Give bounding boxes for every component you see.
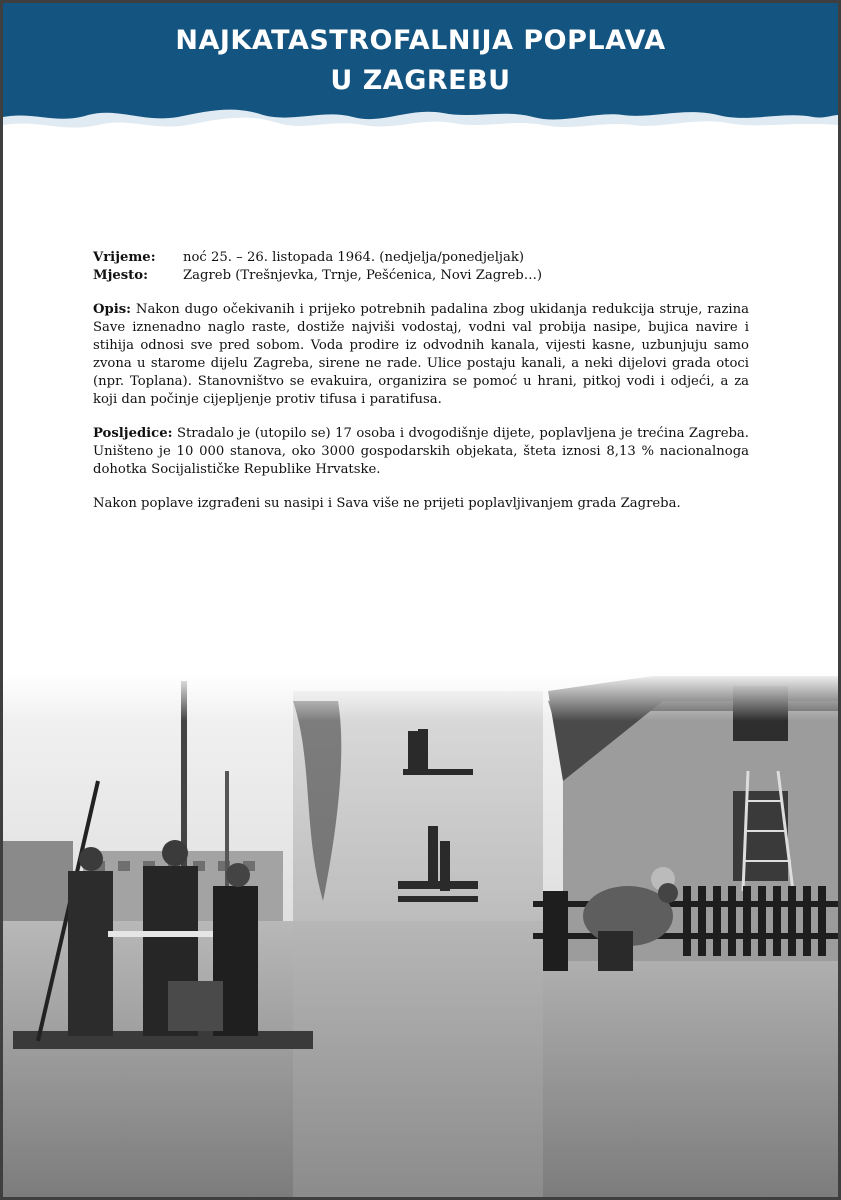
text-content [93,249,749,513]
title-line-1: NAJKATASTROFALNIJA POPLAVA [175,25,666,56]
place-label: Mjesto: [93,268,148,283]
place-row [93,267,749,285]
title-line-2: U ZAGREBU [330,65,511,96]
flood-photo-collage [3,671,838,1197]
torn-paper-edge [3,103,838,153]
closing-paragraph [93,495,749,513]
place-value: Zagreb (Trešnjevka, Trnje, Pešćenica, Novi Zagreb…) [183,268,543,283]
description-label: Opis: [93,302,132,317]
consequences-label: Posljedice: [93,426,173,441]
consequences-text: Stradalo je (utopilo se) 17 osoba i dvogodišnje dijete, poplavljena je trećina Zagreba. Uništeno je 10 000 stanova, oko 3000 gospodarskih objekata, šteta iznosi 8,13 % nacionalnoga dohotka Socijalističke Republike Hrvatske. [93,426,749,477]
title-banner [3,3,838,153]
description-text: Nakon dugo očekivanih i prijeko potrebnih padalina zbog ukidanja redukcija struje, razina Save iznenadno naglo raste, dostiže najviši vodostaj, vodni val probija nasipe, bujica navire i stihija odnosi sve pred sobom. Voda prodire iz odvodnih kanala, vijesti kasne, uzbunjuju samo zvona u starome dijelu Zagreba, sirene ne rade. Ulice postaju kanali, a neki dijelovi grada otoci (npr. Toplana). Stanovništvo se evakuira, organizira se pomoć u hrani, pitkoj vodi i odjeći, a za koji dan počinje cijepljenje protiv tifusa i paratifusa. [93,302,749,407]
page-title [3,21,838,101]
consequences-paragraph [93,425,749,479]
time-row [93,249,749,267]
time-value: noć 25. – 26. listopada 1964. (nedjelja/ponedjeljak) [183,250,525,265]
description-paragraph [93,301,749,409]
closing-text: Nakon poplave izgrađeni su nasipi i Sava više ne prijeti poplavljivanjem grada Zagreba. [93,496,681,511]
time-label: Vrijeme: [93,250,156,265]
